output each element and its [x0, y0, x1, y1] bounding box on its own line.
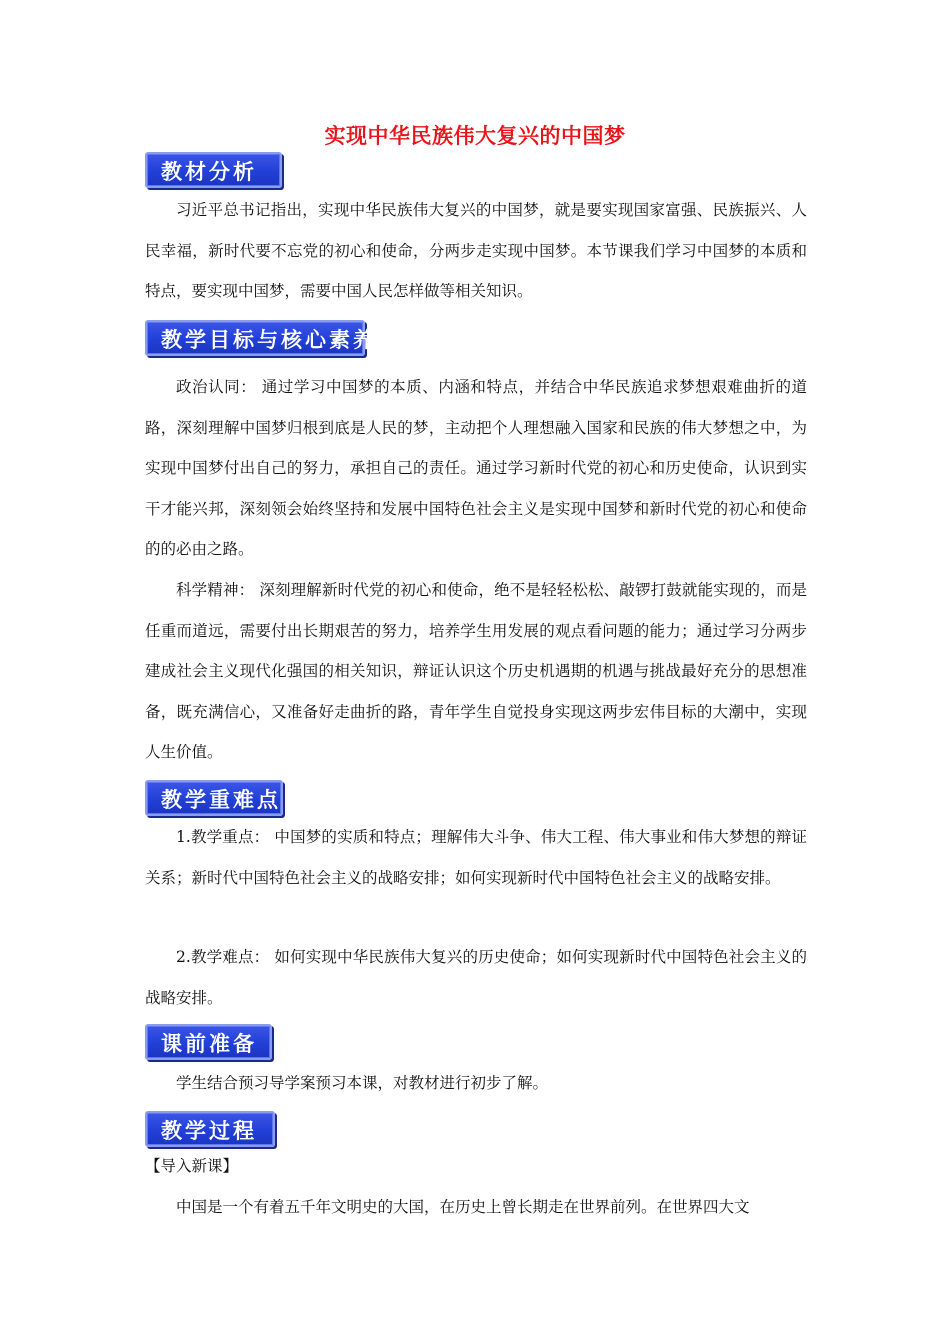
section-heading-teaching-process: 教学过程: [145, 1111, 275, 1147]
paragraph-preparation: 学生结合预习导学案预习本课，对教材进行初步了解。: [176, 1074, 549, 1092]
document-title: 实现中华民族伟大复兴的中国梦: [324, 124, 626, 148]
paragraph-introduction: 中国是一个有着五千年文明史的大国，在历史上曾长期走在世界前列。在世界四大文: [176, 1198, 750, 1216]
section-heading-key-points: 教学重难点: [145, 780, 283, 816]
section-heading-textbook-analysis: 教材分析: [145, 152, 282, 188]
section-heading-objectives: 教学目标与核心素养: [145, 320, 365, 356]
paragraph-key-point: 1.教学重点： 中国梦的实质和特点；理解伟大斗争、伟大工程、伟大事业和伟大梦想的辩证关系；新时代中国特色社会主义的战略安排；如何实现新时代中国特色社会主义的战略安排。: [145, 828, 807, 887]
paragraph-political-identity: 政治认同： 通过学习中国梦的本质、内涵和特点，并结合中华民族追求梦想艰难曲折的道路，深刻理解中国梦归根到底是人民的梦，主动把个人理想融入国家和民族的伟大梦想之中，为实现中国梦付出自己的努力，承担自己的责任。通过学习新时代党的初心和历史使命，认识到实干才能兴邦，深刻领会始终坚持和发展中国特色社会主义是实现中国梦和新时代党的初心和使命的的必由之路。: [145, 378, 807, 558]
paragraph-textbook-analysis: 习近平总书记指出，实现中华民族伟大复兴的中国梦，就是要实现国家富强、民族振兴、人民幸福，新时代要不忘党的初心和使命，分两步走实现中国梦。本节课我们学习中国梦的本质和特点，要实现中国梦，需要中国人民怎样做等相关知识。: [145, 201, 807, 300]
subheading-introduction: 【导入新课】: [145, 1157, 239, 1175]
section-heading-preparation: 课前准备: [145, 1024, 272, 1060]
paragraph-scientific-spirit: 科学精神： 深刻理解新时代党的初心和使命，绝不是轻轻松松、敲锣打鼓就能实现的，而是任重而道远，需要付出长期艰苦的努力，培养学生用发展的观点看问题的能力；通过学习分两步建成社会主义现代化强国的相关知识，辩证认识这个历史机遇期的机遇与挑战最好充分的思想准备，既充满信心，又准备好走曲折的路，青年学生自觉投身实现这两步宏伟目标的大潮中，实现人生价值。: [145, 581, 807, 761]
paragraph-difficult-point: 2.教学难点： 如何实现中华民族伟大复兴的历史使命；如何实现新时代中国特色社会主义的战略安排。: [145, 948, 807, 1007]
